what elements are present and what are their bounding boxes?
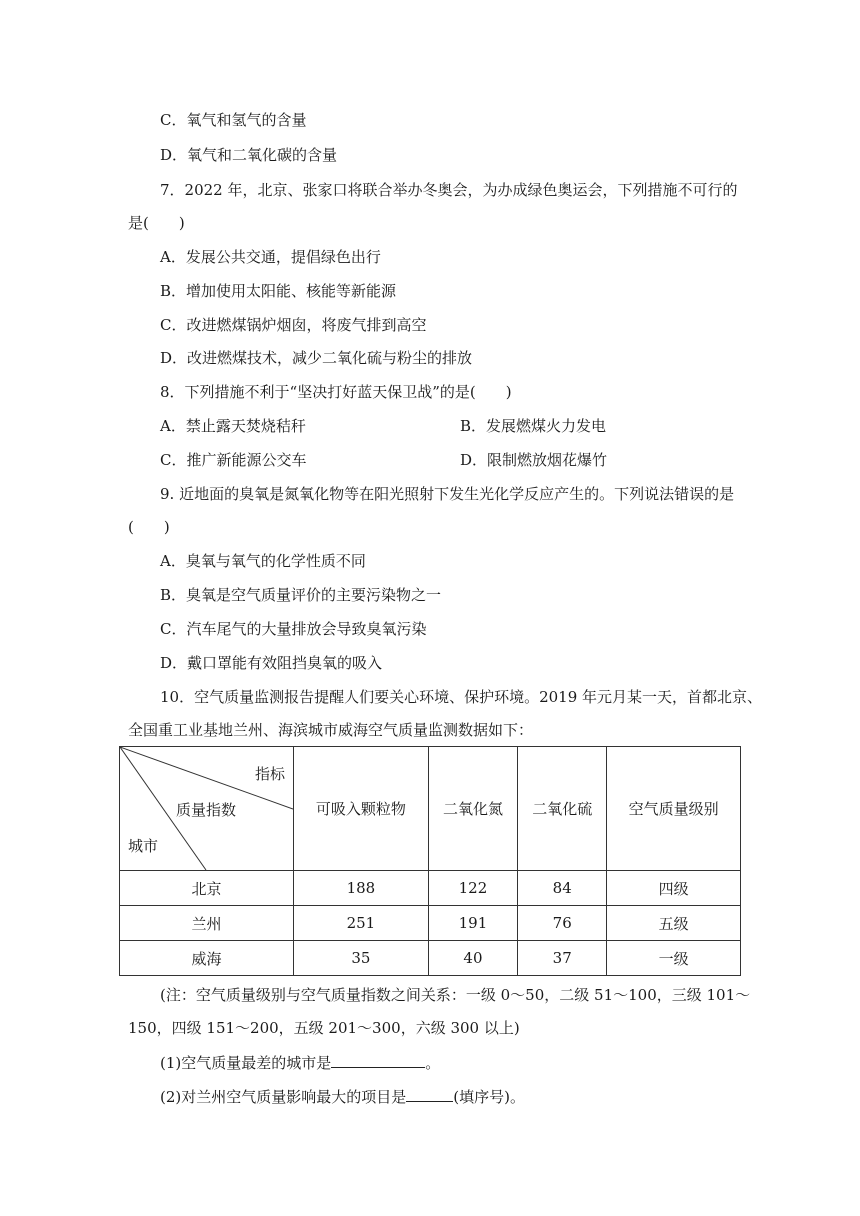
q7-option-c: C．改进燃煤锅炉烟囱，将废气排到高空: [160, 316, 427, 334]
data-cell: 188: [294, 871, 429, 906]
header-cell: 二氧化硫: [518, 747, 607, 871]
q7-stem-cont: 是( ): [128, 214, 185, 232]
subquestion-2-text: (2)对兰州空气质量影响最大的项目是: [160, 1088, 407, 1106]
q10-stem-cont: 全国重工业基地兰州、海滨城市威海空气质量监测数据如下：: [128, 721, 534, 739]
data-cell: 76: [518, 906, 607, 941]
q8-option-c: C．推广新能源公交车: [160, 451, 307, 469]
header-cell: 二氧化氮: [428, 747, 517, 871]
table-row: [120, 871, 741, 906]
q9-option-d: D．戴口罩能有效阻挡臭氧的吸入: [160, 654, 383, 672]
q9-option-a: A．臭氧与氧气的化学性质不同: [160, 552, 366, 570]
q6-option-d: D．氧气和二氧化碳的含量: [160, 146, 338, 164]
data-cell: 251: [294, 906, 429, 941]
q8-option-d: D．限制燃放烟花爆竹: [460, 451, 608, 469]
q10-subquestion-2: [160, 1086, 525, 1107]
data-cell: 37: [518, 941, 607, 976]
q7-option-d: D．改进燃煤技术，减少二氧化硫与粉尘的排放: [160, 349, 473, 367]
table-row: [120, 906, 741, 941]
q9-stem-cont: ( ): [128, 518, 170, 536]
data-cell: 122: [428, 871, 517, 906]
header-cell: 空气质量级别: [607, 747, 741, 871]
diagonal-header-cell: [120, 747, 294, 871]
q7-option-a: A．发展公共交通，提倡绿色出行: [160, 248, 381, 266]
header-cell: 可吸入颗粒物: [294, 747, 429, 871]
q8-option-a: A．禁止露天焚烧秸秆: [160, 417, 306, 435]
data-cell: 191: [428, 906, 517, 941]
corner-label-index: 质量指数: [176, 801, 237, 819]
table-header-row: [120, 747, 741, 871]
data-cell: 35: [294, 941, 429, 976]
q10-subquestion-1: [160, 1052, 440, 1073]
subquestion-1-text: (1)空气质量最差的城市是: [160, 1054, 332, 1072]
q10-note: (注：空气质量级别与空气质量指数之间关系：一级 0～50，二级 51～100，三级 101～: [160, 986, 751, 1004]
data-cell: 84: [518, 871, 607, 906]
city-cell: 兰州: [120, 906, 294, 941]
q10-stem: 10．空气质量监测报告提醒人们要关心环境、保护环境。2019 年元月某一天，首都北京、: [160, 688, 763, 706]
subquestion-1-end: 。: [425, 1054, 441, 1072]
level-cell: 四级: [607, 871, 741, 906]
data-cell: 40: [428, 941, 517, 976]
q9-option-c: C．汽车尾气的大量排放会导致臭氧污染: [160, 620, 427, 638]
q6-option-c: C．氧气和氢气的含量: [160, 111, 307, 129]
q10-note-cont: 150，四级 151～200，五级 201～300，六级 300 以上): [128, 1019, 520, 1037]
city-cell: 北京: [120, 871, 294, 906]
q9-option-b: B．臭氧是空气质量评价的主要污染物之一: [160, 586, 442, 604]
q8-option-b: B．发展燃煤火力发电: [460, 417, 607, 435]
table-row: [120, 941, 741, 976]
q8-stem: 8．下列措施不利于“坚决打好蓝天保卫战”的是( ): [160, 383, 512, 401]
city-cell: 威海: [120, 941, 294, 976]
q9-stem: 9. 近地面的臭氧是氮氧化物等在阳光照射下发生光化学反应产生的。下列说法错误的是: [160, 485, 735, 503]
air-quality-table: [119, 746, 741, 976]
level-cell: 一级: [607, 941, 741, 976]
answer-blank-1[interactable]: [331, 1052, 425, 1068]
level-cell: 五级: [607, 906, 741, 941]
corner-label-city: 城市: [128, 837, 159, 855]
answer-blank-2[interactable]: [406, 1086, 453, 1102]
q7-stem: 7．2022 年，北京、张家口将联合举办冬奥会，为办成绿色奥运会，下列措施不可行的: [160, 181, 738, 199]
corner-label-indicator: 指标: [254, 765, 285, 783]
subquestion-2-end: (填序号)。: [453, 1088, 525, 1106]
q7-option-b: B．增加使用太阳能、核能等新能源: [160, 282, 397, 300]
